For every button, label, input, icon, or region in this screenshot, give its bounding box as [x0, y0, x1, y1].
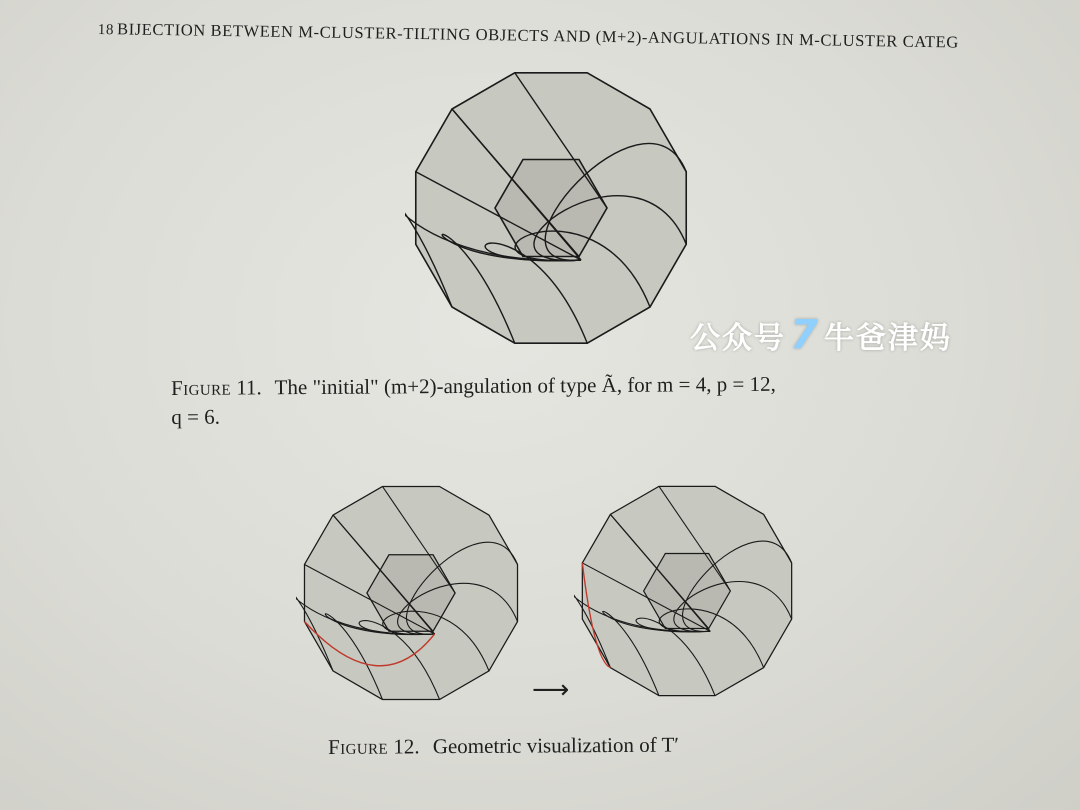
- figure-11-label: Figure: [171, 375, 232, 400]
- header-title: BIJECTION BETWEEN M-CLUSTER-TILTING OBJECTS AND (M+2)-ANGULATIONS IN M-CLUSTER CATEG: [116, 19, 959, 52]
- figure-12-right-diagram: [574, 478, 800, 704]
- figure-12-caption-text: Geometric visualization of T′: [432, 732, 680, 759]
- watermark-part1: 公众号: [690, 321, 786, 356]
- figure-11-caption-line1: The "initial" (m+2)-angulation of type Ã, for m = 4, p = 12,: [274, 371, 776, 400]
- transformation-arrow: ⟶: [532, 675, 570, 705]
- running-header: [98, 19, 1080, 55]
- figure-11-number: 11.: [236, 375, 262, 400]
- watermark-part2: 牛爸津妈: [823, 321, 952, 356]
- figure-12-caption: [328, 729, 928, 762]
- watermark: [690, 312, 952, 358]
- page-number: 18: [97, 21, 115, 39]
- figure-12-number: 12.: [393, 734, 420, 759]
- figure-11-diagram: [405, 62, 697, 354]
- figure-11-caption: [171, 369, 931, 432]
- figure-12-label: Figure: [328, 734, 389, 759]
- figure-11-caption-line2: q = 6.: [171, 404, 220, 429]
- watermark-seven: 7: [790, 312, 820, 358]
- figure-12-left-diagram: [296, 478, 526, 708]
